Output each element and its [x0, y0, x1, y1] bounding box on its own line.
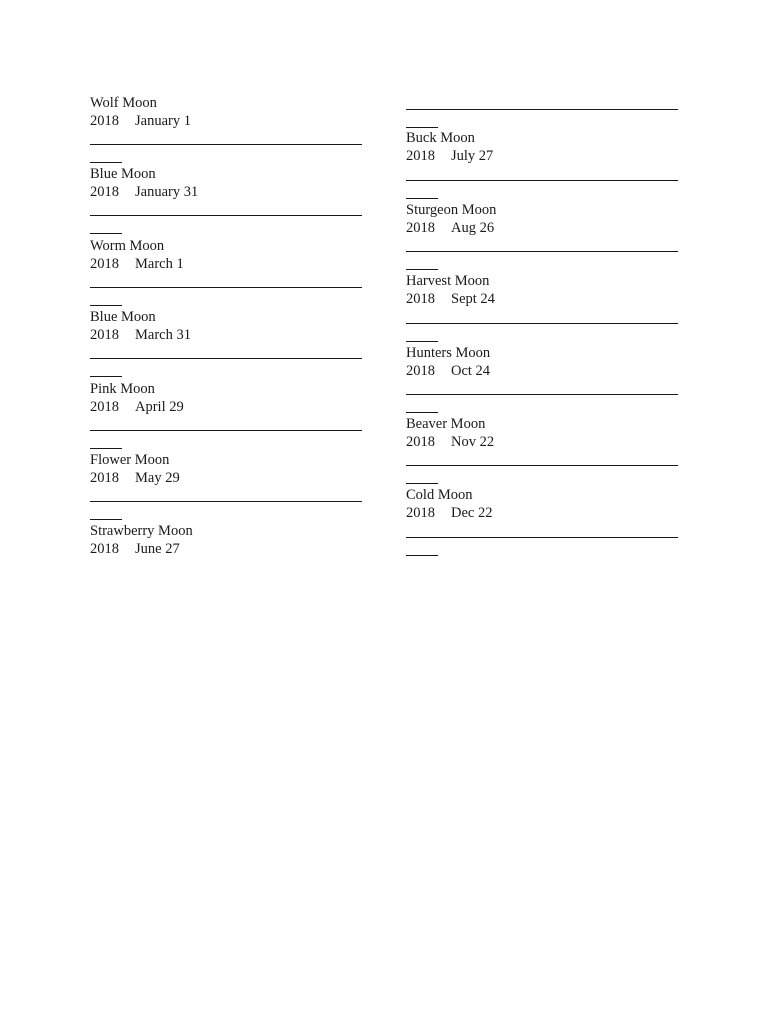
moon-entry — [90, 237, 365, 309]
moon-year: 2018 — [90, 327, 119, 343]
moon-year: 2018 — [406, 505, 435, 521]
moon-date: Aug 26 — [451, 220, 495, 236]
moon-entry — [90, 522, 365, 594]
moon-date-line — [90, 255, 184, 273]
divider-line — [90, 287, 362, 288]
moon-name: Cold Moon — [406, 487, 473, 503]
moon-entry — [406, 129, 681, 201]
divider-line — [90, 215, 362, 216]
moon-year: 2018 — [406, 220, 435, 236]
moon-name: Hunters Moon — [406, 345, 491, 361]
moon-year: 2018 — [406, 363, 435, 379]
moon-date: May 29 — [135, 470, 180, 486]
moon-entry — [406, 486, 681, 558]
moon-entry — [406, 344, 681, 416]
moon-date-line — [90, 183, 198, 201]
moon-name: Flower Moon — [90, 452, 170, 468]
divider-stub — [406, 483, 438, 484]
divider-stub — [90, 448, 122, 449]
moon-name: Worm Moon — [90, 238, 165, 254]
divider-stub — [406, 412, 438, 413]
moon-date: July 27 — [451, 148, 494, 164]
moon-year: 2018 — [90, 256, 119, 272]
moon-entry — [406, 415, 681, 487]
moon-entry — [90, 451, 365, 523]
divider-stub — [406, 127, 438, 128]
divider-stub — [406, 269, 438, 270]
moon-date-line — [90, 326, 191, 344]
moon-entry — [90, 165, 365, 237]
moon-entry — [90, 94, 365, 166]
moon-date-line — [406, 362, 490, 380]
moon-year: 2018 — [90, 399, 119, 415]
divider-stub — [90, 519, 122, 520]
moon-date-line — [90, 112, 191, 130]
divider-line — [406, 537, 678, 538]
moon-name: Buck Moon — [406, 130, 475, 146]
moon-date-line — [406, 433, 494, 451]
divider-stub — [90, 233, 122, 234]
moon-date: Sept 24 — [451, 291, 495, 307]
moon-date: Oct 24 — [451, 363, 491, 379]
moon-date: March 31 — [135, 327, 191, 343]
moon-date-line — [90, 398, 184, 416]
divider-line — [406, 180, 678, 181]
moon-entry — [90, 308, 365, 380]
divider-line — [406, 394, 678, 395]
moon-entry — [90, 380, 365, 452]
moon-year: 2018 — [90, 184, 119, 200]
moon-year: 2018 — [406, 148, 435, 164]
divider-stub — [406, 198, 438, 199]
divider-line — [90, 358, 362, 359]
moon-date: January 31 — [135, 184, 199, 200]
moon-year: 2018 — [406, 434, 435, 450]
moon-date-line — [406, 147, 493, 165]
moon-name: Blue Moon — [90, 309, 156, 325]
divider-line — [90, 144, 362, 145]
moon-entry — [406, 201, 681, 273]
moon-date-line — [406, 290, 495, 308]
divider-line — [90, 430, 362, 431]
moon-name: Sturgeon Moon — [406, 202, 497, 218]
divider-stub — [90, 376, 122, 377]
moon-date-line — [406, 504, 492, 522]
moon-date-line — [90, 469, 180, 487]
moon-date: Nov 22 — [451, 434, 495, 450]
moon-date: June 27 — [135, 541, 180, 557]
moon-name: Beaver Moon — [406, 416, 486, 432]
moon-date: Dec 22 — [451, 505, 493, 521]
divider-line — [90, 501, 362, 502]
moon-date: January 1 — [135, 113, 191, 129]
moon-year: 2018 — [90, 541, 119, 557]
moon-date: April 29 — [135, 399, 184, 415]
moon-date-line — [90, 540, 180, 558]
moon-entry — [406, 272, 681, 344]
divider-line — [406, 465, 678, 466]
divider-line — [406, 109, 678, 110]
moon-date: March 1 — [135, 256, 184, 272]
divider-stub — [406, 555, 438, 556]
moon-name: Harvest Moon — [406, 273, 490, 289]
moon-name: Pink Moon — [90, 381, 155, 397]
moon-year: 2018 — [90, 113, 119, 129]
moon-date-line — [406, 219, 494, 237]
moon-name: Blue Moon — [90, 166, 156, 182]
moon-name: Strawberry Moon — [90, 523, 193, 539]
divider-stub — [90, 305, 122, 306]
divider-line — [406, 251, 678, 252]
divider-stub — [406, 341, 438, 342]
moon-year: 2018 — [406, 291, 435, 307]
moon-name: Wolf Moon — [90, 95, 157, 111]
moon-year: 2018 — [90, 470, 119, 486]
divider-stub — [90, 162, 122, 163]
divider-line — [406, 323, 678, 324]
